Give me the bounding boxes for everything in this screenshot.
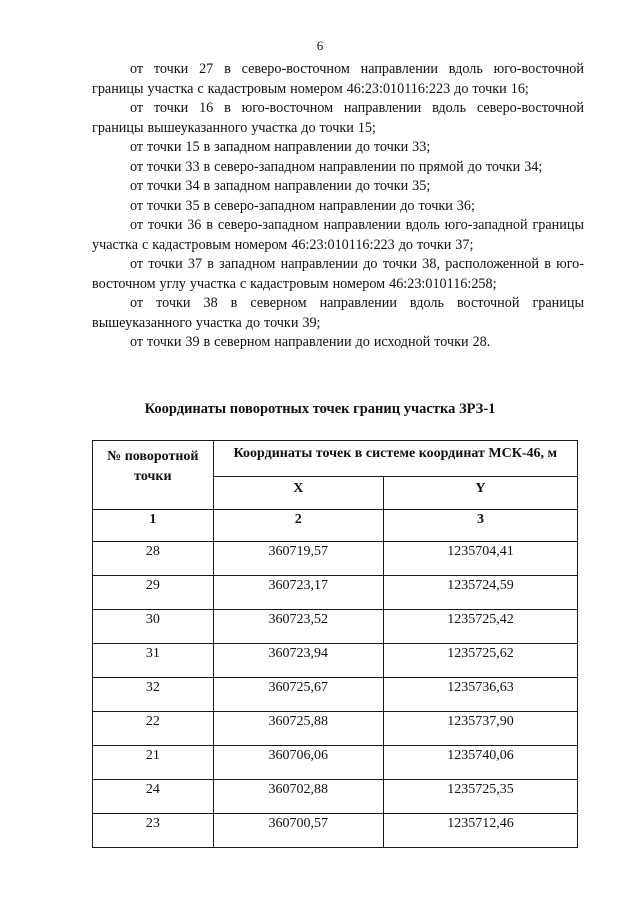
table-row: [93, 644, 578, 678]
x-cell: 360719,57: [213, 542, 383, 576]
paragraph: от точки 15 в западном направлении до точки 33;: [130, 139, 431, 155]
table-row: [93, 610, 578, 644]
x-cell: 360725,88: [213, 712, 383, 746]
paragraph: от точки 35 в северо-западном направлении до точки 36;: [130, 197, 475, 214]
point-cell: 22: [93, 712, 214, 746]
point-cell: 30: [93, 610, 214, 644]
y-cell: 1235712,46: [383, 814, 577, 848]
y-cell: 1235737,90: [383, 712, 577, 746]
paragraph: от точки 16 в юго-восточном направлении вдоль северо-восточной границы вышеуказанного участка до точки 15;: [92, 100, 584, 136]
column-number: 3: [383, 510, 577, 542]
table-header-row: [93, 441, 578, 477]
x-cell: 360700,57: [213, 814, 383, 848]
header-coordinate-system: Координаты точек в системе координат МСК-46, м: [213, 441, 577, 477]
point-cell: 24: [93, 780, 214, 814]
table-row: [93, 712, 578, 746]
point-cell: 28: [93, 542, 214, 576]
point-cell: 23: [93, 814, 214, 848]
column-number: 2: [213, 510, 383, 542]
header-x: X: [213, 477, 383, 510]
x-cell: 360706,06: [213, 746, 383, 780]
coordinates-table: [92, 440, 578, 848]
table-row: [93, 678, 578, 712]
y-cell: 1235740,06: [383, 746, 577, 780]
x-cell: 360702,88: [213, 780, 383, 814]
column-number-row: [93, 510, 578, 542]
table-row: [93, 780, 578, 814]
table-row: [93, 814, 578, 848]
y-cell: 1235736,63: [383, 678, 577, 712]
section-title: Координаты поворотных точек границ участка ЗРЗ-1: [144, 401, 496, 417]
page-number: 6: [316, 38, 324, 53]
header-y: Y: [383, 477, 577, 510]
table-row: [93, 746, 578, 780]
paragraph: от точки 36 в северо-западном направлении вдоль юго-западной границы участка с кадастровым номером 46:23:010116:223 до точки 37;: [92, 217, 584, 253]
paragraph: от точки 33 в северо-западном направлении по прямой до точки 34;: [130, 158, 543, 175]
paragraph: от точки 37 в западном направлении до точки 38, расположенной в юго-восточном углу участка с кадастровым номером 46:23:010116:258;: [92, 256, 584, 292]
table-row: [93, 576, 578, 610]
y-cell: 1235725,35: [383, 780, 577, 814]
y-cell: 1235725,42: [383, 610, 577, 644]
x-cell: 360723,52: [213, 610, 383, 644]
paragraph: от точки 38 в северном направлении вдоль восточной границы вышеуказанного участка до точки 39;: [92, 295, 584, 331]
point-cell: 29: [93, 576, 214, 610]
table-row: [93, 542, 578, 576]
header-point-number: № поворотной точки: [93, 441, 214, 510]
paragraph: от точки 39 в северном направлении до исходной точки 28.: [130, 334, 491, 350]
column-number: 1: [93, 510, 214, 542]
point-cell: 31: [93, 644, 214, 678]
boundary-description: [92, 60, 584, 353]
x-cell: 360723,17: [213, 576, 383, 610]
y-cell: 1235725,62: [383, 644, 577, 678]
y-cell: 1235724,59: [383, 576, 577, 610]
point-cell: 21: [93, 746, 214, 780]
y-cell: 1235704,41: [383, 542, 577, 576]
point-cell: 32: [93, 678, 214, 712]
x-cell: 360723,94: [213, 644, 383, 678]
paragraph: от точки 27 в северо-восточном направлении вдоль юго-восточной границы участка с кадастровым номером 46:23:010116:223 до точки 16;: [92, 61, 584, 97]
x-cell: 360725,67: [213, 678, 383, 712]
paragraph: от точки 34 в западном направлении до точки 35;: [130, 178, 431, 194]
